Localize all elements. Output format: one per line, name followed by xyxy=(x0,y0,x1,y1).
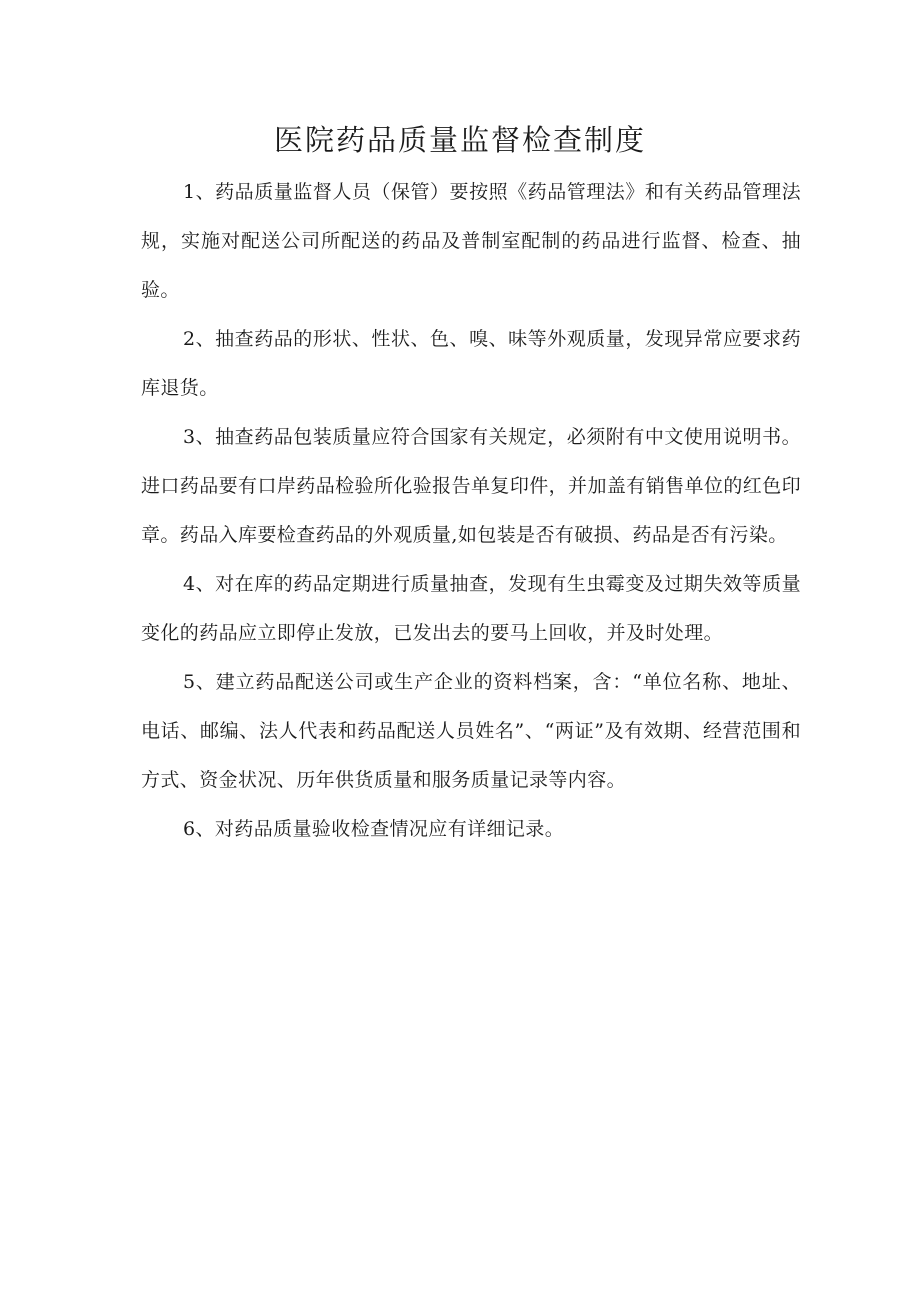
paragraph-4: 4、对在库的药品定期进行质量抽查，发现有生虫霉变及过期失效等质量变化的药品应立即停止发放，已发出去的要马上回收，并及时处理。 xyxy=(141,573,801,644)
paragraph-3: 3、抽查药品包装质量应符合国家有关规定，必须附有中文使用说明书。进口药品要有口岸药品检验所化验报告单复印件，并加盖有销售单位的红色印章。药品入库要检查药品的外观质量,如包装是否有破损、药品是否有污染。 xyxy=(141,426,801,546)
paragraph-6: 6、对药品质量验收检查情况应有详细记录。 xyxy=(183,818,565,840)
paragraph-5: 5、建立药品配送公司或生产企业的资料档案，含：“单位名称、地址、电话、邮编、法人代表和药品配送人员姓名”、“两证”及有效期、经营范围和方式、资金状况、历年供货质量和服务质量记录等内容。 xyxy=(141,671,801,791)
document-body xyxy=(141,168,801,854)
paragraph-1: 1、药品质量监督人员（保管）要按照《药品管理法》和有关药品管理法规，实施对配送公司所配送的药品及普制室配制的药品进行监督、检查、抽验。 xyxy=(141,181,801,301)
paragraph-2: 2、抽查药品的形状、性状、色、嗅、味等外观质量，发现异常应要求药库退货。 xyxy=(141,328,801,399)
document-title: 医院药品质量监督检查制度 xyxy=(273,123,646,157)
